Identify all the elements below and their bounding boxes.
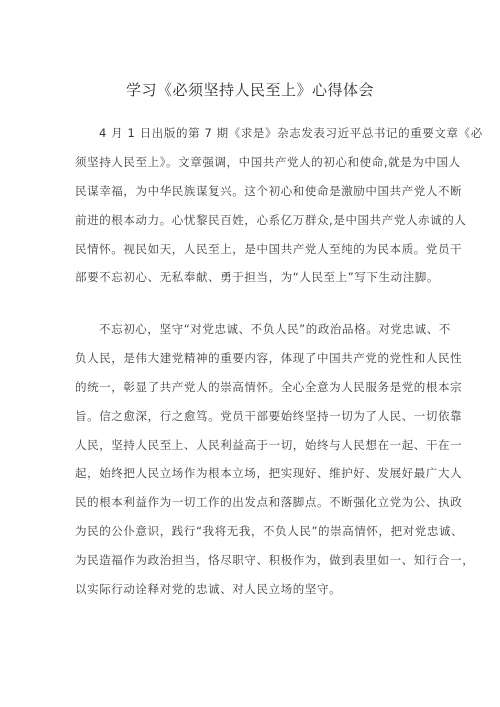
paragraph-line: 须坚持人民至上》。文章强调，中国共产党人的初心和使命,就是为中国人 [75,154,461,169]
paragraph-line: 4 月 1 日出版的第 7 期《求是》杂志发表习近平总书记的重要文章《必 [99,126,483,140]
paragraph-line: 为民的公仆意识，践行“我将无我，不负人民”的崇高情怀，把对党忠诚、 [75,524,464,539]
paragraph-line: 起，始终把人民立场作为根本立场，把实现好、维护好、发展好最广大人 [75,466,463,481]
paragraph-line: 部要不忘初心、无私奉献、勇于担当，为“人民至上”写下生动注脚。 [75,270,440,285]
paragraph-line: 民的根本利益作为一切工作的出发点和落脚点。不断强化立党为公、执政 [75,495,463,510]
paragraph-line: 为民造福作为政治担当，恪尽职守、积极作为，做到表里如一、知行合一， [75,553,475,568]
paragraph-line: 旨。信之愈深，行之愈笃。党员干部要始终坚持一切为了人民、一切依靠 [75,408,463,423]
paragraph-line: 前进的根本动力。心忧黎民百姓，心系亿万群众,是中国共产党人赤诚的人 [75,212,467,227]
paragraph-line: 负人民，是伟大建党精神的重要内容，体现了中国共产党的党性和人民性 [75,350,463,365]
paragraph-1 [75,119,483,292]
paragraph-2 [75,315,475,604]
paragraph-line: 不忘初心，坚守“对党忠诚、不负人民”的政治品格。对党忠诚、不 [99,322,451,336]
paragraph-line: 的统一，彰显了共产党人的崇高情怀。全心全意为人民服务是党的根本宗 [75,379,463,394]
paragraph-line: 民情怀。视民如天，人民至上，是中国共产党人至纯的为民本质。党员干 [75,241,463,256]
paragraph-line: 以实际行动诠释对党的忠诚、对人民立场的坚守。 [75,582,342,597]
paragraph-line: 人民，坚持人民至上、人民利益高于一切，始终与人民想在一起、干在一 [75,437,463,452]
document-title: 学习《必须坚持人民至上》心得体会 [125,81,374,99]
paragraph-line: 民谋幸福，为中华民族谋复兴。这个初心和使命是激励中国共产党人不断 [75,183,463,198]
